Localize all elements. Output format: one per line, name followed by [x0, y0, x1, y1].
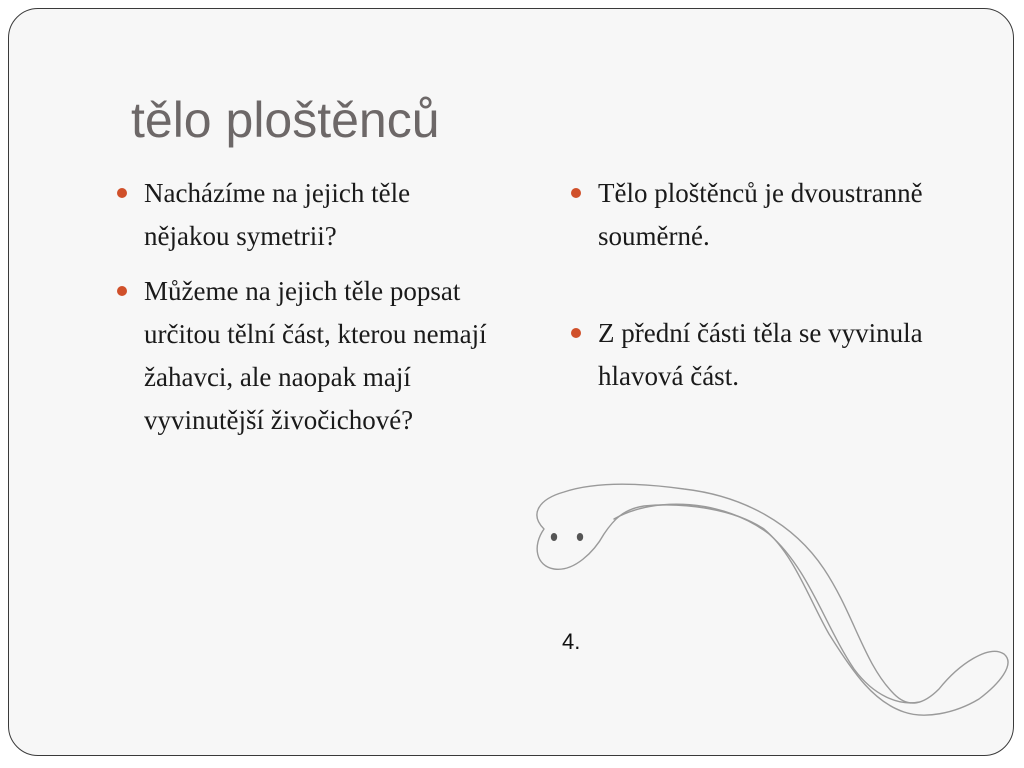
right-column — [571, 172, 941, 410]
bullet-dot-icon — [571, 328, 581, 338]
flatworm-illustration — [524, 474, 1014, 724]
bullet-dot-icon — [117, 188, 127, 198]
bullet-dot-icon — [571, 188, 581, 198]
flatworm-outline-outer — [537, 484, 1008, 715]
bullet-item — [117, 270, 497, 442]
bullet-item — [571, 312, 941, 398]
figure-label: 4. — [562, 629, 581, 654]
flatworm-eye-right — [577, 533, 583, 541]
bullet-dot-icon — [117, 286, 127, 296]
left-column — [117, 172, 497, 454]
bullet-text: Z přední části těla se vyvinula hlavová část. — [598, 318, 923, 391]
bullet-text: Tělo ploštěnců je dvoustranně souměrné. — [598, 178, 923, 251]
bullet-item — [117, 172, 497, 258]
bullet-item — [571, 172, 941, 258]
flatworm-outline-inner — [614, 504, 919, 703]
bullet-text: Můžeme na jejich těle popsat určitou tělní část, kterou nemají žahavci, ale naopak mají vyvinutější živočichové? — [144, 276, 487, 435]
slide-title: tělo ploštěnců — [131, 92, 440, 148]
bullet-text: Nacházíme na jejich těle nějakou symetrii? — [144, 178, 411, 251]
slide — [8, 8, 1014, 756]
flatworm-eye-left — [551, 533, 557, 541]
